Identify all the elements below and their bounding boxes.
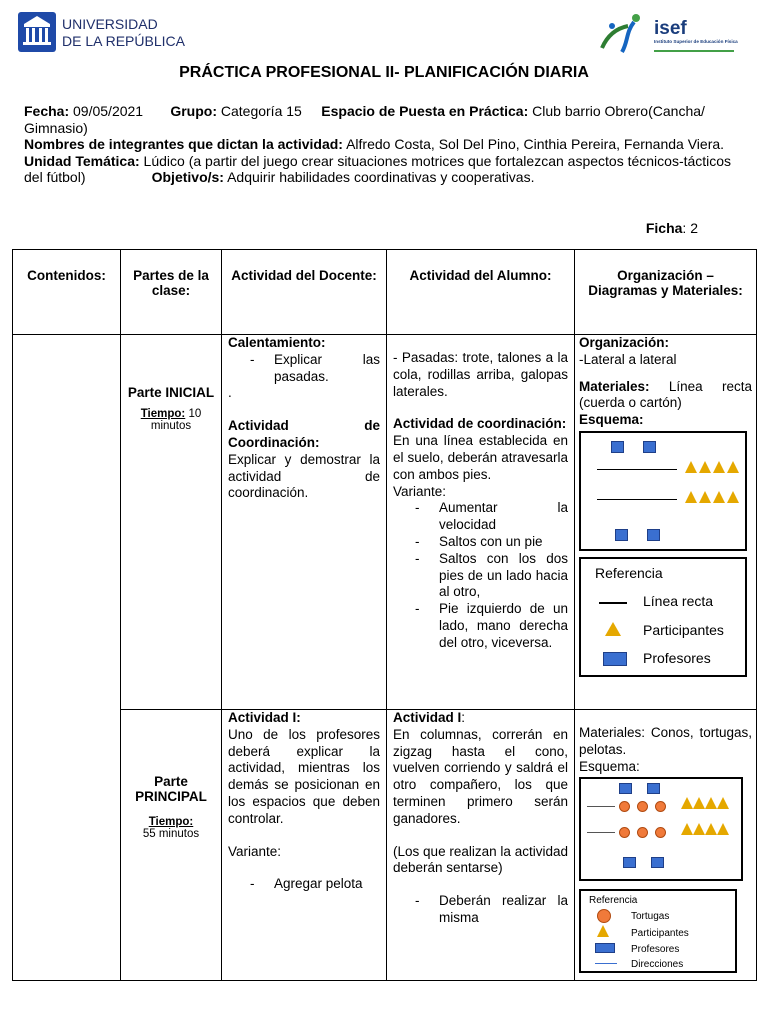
list-item: - Aumentar la velocidad [393,500,568,534]
docente-coord-title: Actividad de Coordinación: [228,418,380,450]
profesor-marker [619,783,632,794]
tortuga-icon [597,909,611,923]
alumno-pasadas: - Pasadas: trote, talones a la cola, rodillas arriba, galopas laterales. [393,350,568,399]
organizacion-inicial-cell [575,335,757,710]
participante-marker [681,797,693,809]
alumno-variante-label: Variante: [393,483,447,499]
alumno-inicial-cell [387,335,575,710]
alumno-actividad-title: Actividad I: [393,710,466,725]
isef-name: isef [654,18,687,39]
alumno-coord-title: Actividad de coordinación: [393,416,567,432]
info-block [24,103,744,186]
participante-marker [693,823,705,835]
info-line-fecha: Fecha: 09/05/2021 Grupo: Categoría 15 Espacio de Puesta en Práctica: Club barrio Obrero(Cancha/ Gimnasio) [24,103,705,136]
legend-label: Línea recta [643,592,714,609]
parte-inicial-tiempo: Tiempo: 10 minutos [140,408,202,432]
list-item: - Explicar las pasadas. [228,352,380,386]
legend-label: Profesores [643,649,711,666]
alumno-coord-text: En una línea establecida en el suelo, deberán atravesarla con ambos pies. [393,433,568,482]
page-title: PRÁCTICA PROFESIONAL II- PLANIFICACIÓN DIARIA [179,64,589,81]
participante-marker [727,491,739,503]
profesor-marker [647,783,660,794]
participante-marker [693,797,705,809]
participante-marker [699,461,711,473]
docente-inicial-cell [222,335,387,710]
list-item: - Saltos con los dos pies de un lado hacia al otro, [393,551,568,601]
profesor-marker [611,441,624,453]
legend-label: Participantes [643,621,724,638]
legend-label: Participantes [631,928,689,940]
ficha-number: Ficha: 2 [645,220,698,236]
materiales-block: Materiales: Línea recta (cuerda o cartón) [579,378,752,411]
header-alumno: Actividad del Alumno: [387,250,575,335]
tortuga-marker [637,801,648,812]
participante-icon [597,925,609,937]
participante-marker [717,797,729,809]
legend-label: Direcciones [631,959,684,971]
info-line-unidad: Unidad Temática: Lúdico (a partir del juego crear situaciones motrices que fortalezcan aspectos técnicos-tácticos del fútbol) Objetivo/s: Adquirir habilidades coordinativas y cooperativas. [24,152,732,185]
profesor-marker [623,857,636,868]
participante-marker [685,461,697,473]
docente-principal-cell [222,710,387,981]
participante-marker [713,491,725,503]
profesor-marker [615,529,628,541]
participante-marker [685,491,697,503]
planning-table [12,249,757,981]
tortuga-marker [655,827,666,838]
participante-icon [605,622,621,636]
udelar-name-line2: DE LA REPÚBLICA [62,33,185,49]
udelar-name-line1: UNIVERSIDAD [62,16,158,32]
tortuga-marker [619,827,630,838]
profesor-marker [651,857,664,868]
materiales-principal: Materiales: Conos, tortugas, pelotas. [579,725,752,757]
header-contenidos: Contenidos: [13,250,121,335]
esquema-diagram-1 [579,431,747,551]
docente-variante-label: Variante: [228,843,282,859]
parte-principal-tiempo: Tiempo: 55 minutos [142,816,200,840]
parte-principal-cell [121,710,222,981]
linea-recta [597,499,677,500]
referencia-legend-1 [579,557,747,677]
tortuga-marker [637,827,648,838]
direccion-arrow [587,832,615,833]
direccion-arrow [587,806,615,807]
alumno-principal-cell [387,710,575,981]
parte-inicial-cell [121,335,222,710]
esquema-diagram-2 [579,777,743,881]
list-item: - Deberán realizar la misma [393,893,568,927]
participante-marker [727,461,739,473]
organizacion-text: -Lateral a lateral [579,351,677,367]
info-line-integrantes: Nombres de integrantes que dictan la actividad: Alfredo Costa, Sol Del Pino, Cinthia Pereira, Fernanda Viera. [24,136,725,152]
participante-marker [681,823,693,835]
direccion-icon [595,963,617,964]
header-organizacion: Organización – Diagramas y Materiales: [575,250,757,335]
tortuga-marker [655,801,666,812]
alumno-actividad-text: En columnas, correrán en zigzag hasta el cono, vuelven corriendo y saldrá el otro compañero, los que terminen primero serán ganadores. [393,726,568,826]
contenidos-cell [13,335,121,981]
docente-actividad-text: Uno de los profesores deberá explicar la actividad, mientras los demás se posicionan en los espacios que deben controlar. [228,726,380,826]
list-item: - Saltos con un pie [393,534,568,551]
participante-marker [713,461,725,473]
organizacion-title: Organización: [579,335,670,350]
calentamiento-title: Calentamiento: [228,335,326,350]
profesor-icon [603,652,627,666]
header-docente: Actividad del Docente: [222,250,387,335]
linea-recta-icon [599,602,627,604]
organizacion-principal-cell [575,710,757,981]
profesor-marker [643,441,656,453]
udelar-logo [18,10,185,56]
participante-marker [705,823,717,835]
participante-marker [717,823,729,835]
list-item: - Pie izquierdo de un lado, mano derecha del otro, viceversa. [393,601,568,651]
isef-subtitle: Instituto Superior de Educación Física [654,39,738,44]
referencia-title: Referencia [595,564,663,581]
esquema-principal-title: Esquema: [579,758,640,774]
header-partes: Partes de la clase: [121,250,222,335]
docente-coord-text: Explicar y demostrar la actividad de coordinación. [228,451,380,501]
referencia-legend-2 [579,889,737,973]
isef-logo [598,12,748,56]
docente-dot: . [228,385,232,401]
linea-recta [597,469,677,470]
profesor-marker [647,529,660,541]
legend-label: Tortugas [631,911,670,923]
parte-inicial-label: Parte INICIAL [127,385,215,400]
tortuga-marker [619,801,630,812]
alumno-actividad-text2: (Los que realizan la actividad deberán sentarse) [393,843,568,876]
docente-actividad-title: Actividad I: [228,710,301,725]
parte-principal-label: Parte PRINCIPAL [135,774,207,804]
list-item: - Agregar pelota [228,876,380,893]
participante-marker [705,797,717,809]
referencia-title: Referencia [589,895,638,907]
participante-marker [699,491,711,503]
legend-label: Profesores [631,944,680,956]
esquema-title: Esquema: [579,412,644,428]
profesor-icon [595,943,615,953]
